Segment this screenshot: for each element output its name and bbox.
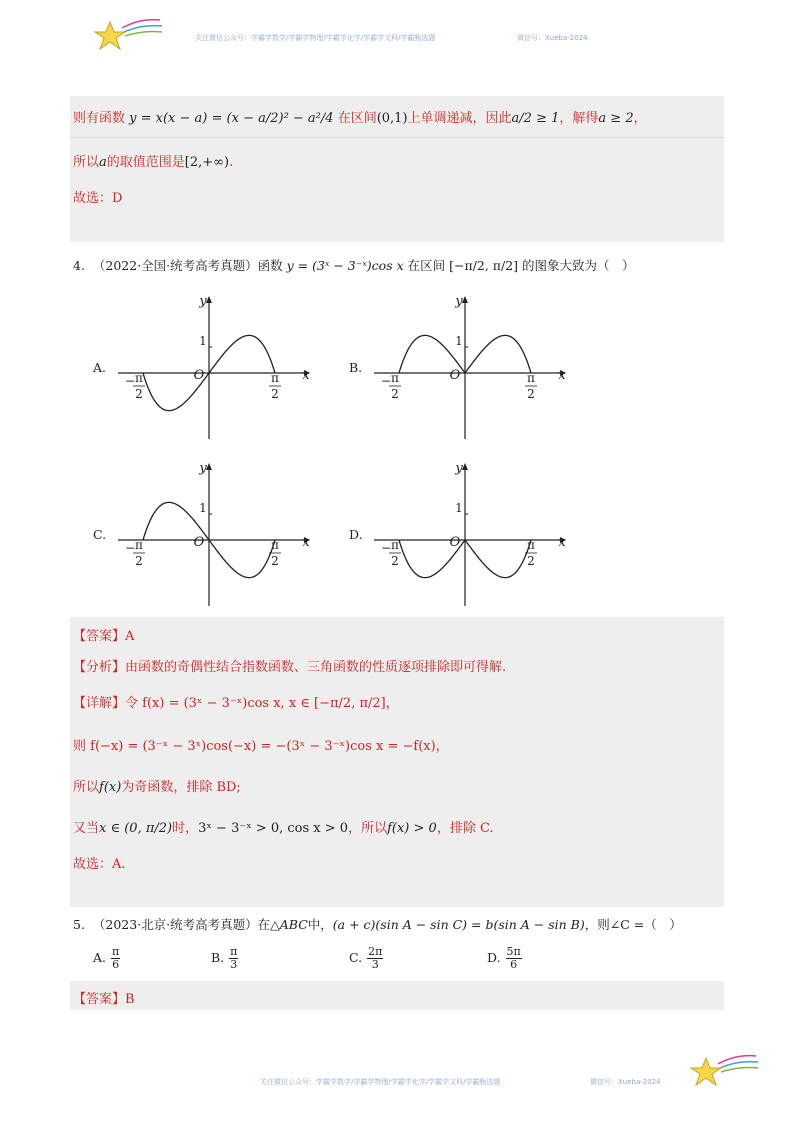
- prev-solution-conclusion: 故选：D: [73, 191, 123, 206]
- two-denominator: 2: [271, 387, 279, 401]
- prev-solution-line2: 所以a的取值范围是[2,+∞).: [73, 155, 234, 170]
- q5-option-b: B. $\frac{\pi}{3}$: [211, 945, 238, 971]
- pi-numerator: π: [391, 371, 399, 385]
- q4-answer: 【答案】A: [73, 629, 135, 644]
- y-axis-label: y: [455, 461, 463, 476]
- two-denominator: 2: [391, 387, 399, 401]
- footer-text: 关注微信公众号：学霸学数学/学霸学物理/学霸学化学/学霸学文科/学霸甄选题: [260, 1078, 501, 1086]
- pi-numerator: π: [527, 371, 535, 385]
- star-logo-icon: [688, 1052, 760, 1092]
- two-denominator: 2: [135, 387, 143, 401]
- question-4-stem: 4. （2022·全国·统考高考真题）函数 y = (3ˣ − 3⁻ˣ)cos x 在区间 [−π/2, π/2] 的图象大致为（ ）: [73, 258, 635, 273]
- graph-option-a: [116, 293, 316, 443]
- y-axis-arrow: [462, 296, 468, 303]
- pi-numerator: π: [391, 538, 399, 552]
- two-denominator: 2: [527, 554, 535, 568]
- y-axis-label: y: [455, 294, 463, 309]
- two-denominator: 2: [135, 554, 143, 568]
- graph-option-c: [116, 460, 316, 610]
- minus-sign: −: [124, 374, 136, 388]
- origin-label: O: [449, 535, 461, 550]
- header-text: 关注微信公众号：学霸学数学/学霸学物理/学霸学化学/学霸学文科/学霸甄选题: [195, 34, 436, 42]
- option-d-label: D.: [349, 527, 363, 542]
- pi-numerator: π: [271, 371, 279, 385]
- x-tick-label-neg-pi-half: [125, 371, 145, 401]
- x-axis-label: x: [558, 535, 566, 550]
- y-tick-label-one: 1: [455, 501, 463, 515]
- two-denominator: 2: [271, 554, 279, 568]
- option-a-label: A.: [93, 360, 107, 375]
- y-axis-label: y: [199, 294, 207, 309]
- q5-option-d: D. $\frac{5\pi}{6}$: [487, 945, 521, 971]
- footer-wechat: 微信号：Xueba-2024: [590, 1078, 661, 1086]
- x-axis-label: x: [302, 368, 310, 383]
- divider: [70, 137, 724, 138]
- y-tick-label-one: 1: [199, 334, 207, 348]
- option-c-label: C.: [93, 527, 107, 542]
- two-denominator: 2: [527, 387, 535, 401]
- y-axis-arrow: [462, 463, 468, 470]
- x-tick-label-pi-half: [269, 371, 281, 401]
- y-axis-label: y: [199, 461, 207, 476]
- q4-analysis: 【分析】由函数的奇偶性结合指数函数、三角函数的性质逐项排除即可得解.: [73, 660, 507, 675]
- star-logo-icon: [92, 16, 164, 56]
- question-4-interval: [−π/2, π/2]: [449, 258, 519, 273]
- minus-sign: −: [380, 541, 392, 555]
- y-axis-arrow: [206, 296, 212, 303]
- y-tick-label-one: 1: [199, 501, 207, 515]
- y-axis-arrow: [206, 463, 212, 470]
- x-tick-label-neg-pi-half: [381, 538, 401, 568]
- header-wechat: 微信号：Xueba-2024: [517, 34, 588, 42]
- q5-option-a: A. $\frac{\pi}{6}$: [93, 945, 120, 971]
- pi-numerator: π: [527, 538, 535, 552]
- y-tick-label-one: 1: [455, 334, 463, 348]
- q4-conclusion: 故选：A.: [73, 857, 126, 872]
- x-axis-label: x: [558, 368, 566, 383]
- x-tick-label-neg-pi-half: [381, 371, 401, 401]
- q4-detail-2: 则 f(−x) = (3⁻ˣ − 3ˣ)cos(−x) = −(3ˣ − 3⁻ˣ)cos x = −f(x)，: [73, 739, 449, 754]
- q4-detail-4: 又当x ∈ (0, π/2)时，3ˣ − 3⁻ˣ > 0, cos x > 0，所以f(x) > 0，排除 C.: [73, 821, 494, 836]
- x-tick-label-pi-half: [525, 371, 537, 401]
- q4-detail-3: 所以f(x)为奇函数，排除 BD;: [73, 780, 241, 795]
- minus-sign: −: [124, 541, 136, 555]
- q5-answer-panel: [70, 981, 724, 1010]
- function-formula: y = x(x − a) = (x − a/2)² − a²/4: [129, 111, 334, 126]
- pi-numerator: π: [271, 538, 279, 552]
- q4-detail-1: 【详解】令 f(x) = (3ˣ − 3⁻ˣ)cos x, x ∈ [−π/2, π/2]，: [73, 696, 399, 711]
- question-4-formula: y = (3ˣ − 3⁻ˣ)cos x: [286, 258, 404, 273]
- pi-numerator: π: [135, 371, 143, 385]
- origin-label: O: [193, 535, 205, 550]
- option-b-label: B.: [349, 360, 363, 375]
- two-denominator: 2: [391, 554, 399, 568]
- origin-label: O: [449, 368, 461, 383]
- x-tick-label-neg-pi-half: [125, 538, 145, 568]
- question-5-stem: 5. （2023·北京·统考高考真题）在△ABC中，(a + c)(sin A − sin C) = b(sin A − sin B)，则∠C =（ ）: [73, 917, 682, 932]
- origin-label: O: [193, 368, 205, 383]
- q5-option-c: C. $\frac{2\pi}{3}$: [349, 945, 383, 971]
- question-5-condition: (a + c)(sin A − sin C) = b(sin A − sin B): [332, 917, 585, 932]
- x-axis-label: x: [302, 535, 310, 550]
- minus-sign: −: [380, 374, 392, 388]
- q5-answer: 【答案】B: [73, 992, 135, 1007]
- graph-option-b: [372, 293, 572, 443]
- prev-solution-line1: 则有函数 y = x(x − a) = (x − a/2)² − a²/4 在区间(0,1)上单调递减，因此a/2 ≥ 1，解得a ≥ 2，: [73, 111, 647, 126]
- graph-option-d: [372, 460, 572, 610]
- pi-numerator: π: [135, 538, 143, 552]
